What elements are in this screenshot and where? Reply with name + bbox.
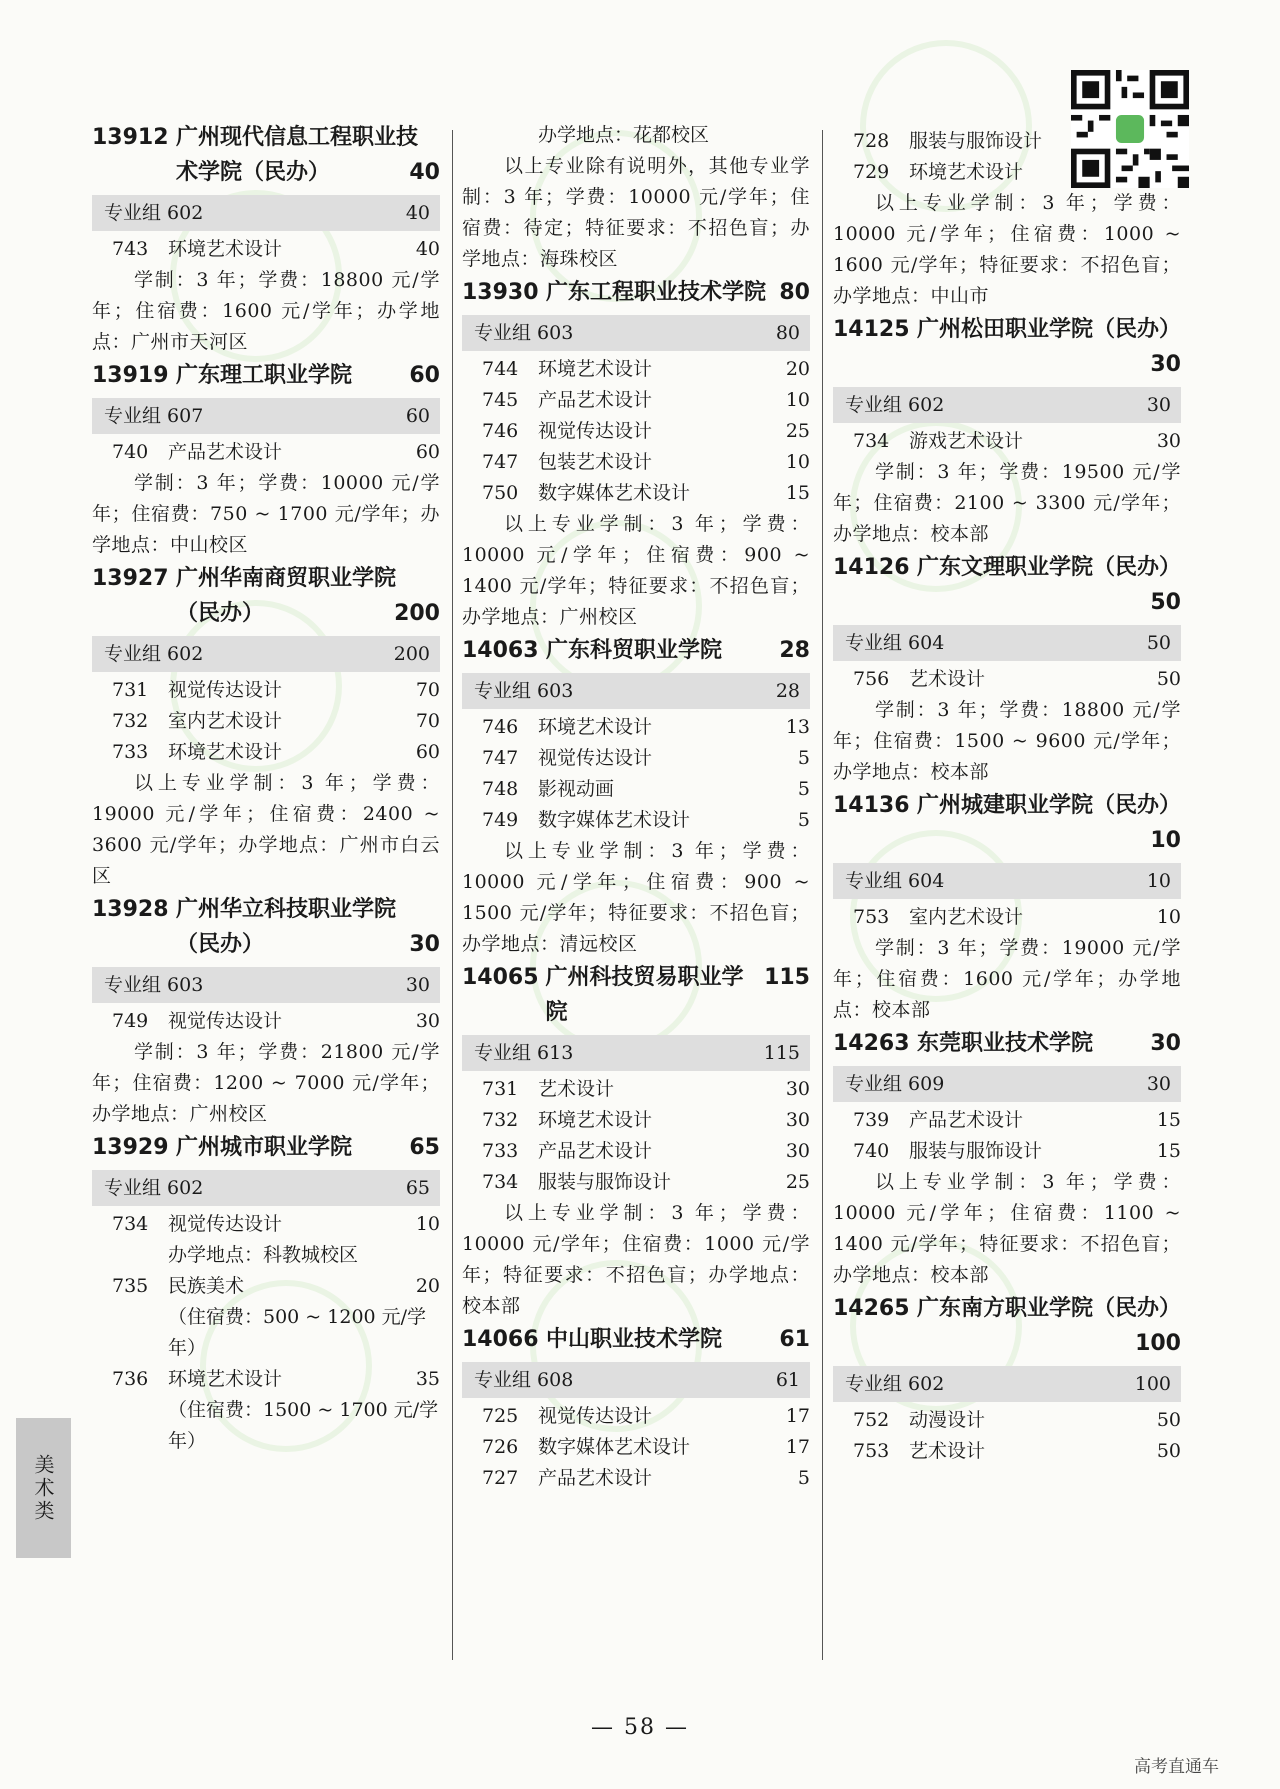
note-text: 学制：3 年；学费：21800 元/学年；住宿费：1200 ~ 7000 元/学年；办学地点：广州校区 — [92, 1041, 440, 1125]
major-quota: 50 — [1156, 668, 1181, 690]
note-text: 以上专业学制：3 年；学费：10000 元/学年；住宿费：900 ~ 1400 元/学年；特征要求：不招色盲；办学地点：广州校区 — [462, 513, 810, 628]
major-code: 746 — [482, 420, 519, 442]
note-text: 以上专业学制：3 年；学费：10000 元/学年；住宿费：1000 ~ 1600 元/学年；特征要求：不招色盲；办学地点：中山市 — [833, 192, 1181, 307]
institution-quota: 200 — [394, 601, 440, 626]
group-header — [92, 636, 440, 672]
note-text: 学制：3 年；学费：19500 元/学年；住宿费：2100 ~ 3300 元/学年；办学地点：校本部 — [833, 461, 1181, 545]
major-code: 749 — [482, 809, 519, 831]
group-label: 专业组 604 — [845, 632, 945, 654]
major-code: 756 — [853, 668, 890, 690]
major-row — [833, 126, 1181, 157]
major-row — [462, 712, 810, 743]
group-header — [833, 625, 1181, 661]
major-name: 视觉传达设计 — [538, 747, 653, 769]
group-header — [833, 1366, 1181, 1402]
institution-header — [92, 561, 440, 596]
major-code: 726 — [482, 1436, 519, 1458]
major-name: 游戏艺术设计 — [909, 430, 1024, 452]
institution-code: 13930 — [462, 280, 539, 305]
institution-quota: 100 — [1135, 1331, 1181, 1356]
major-quota: 10 — [1156, 906, 1181, 928]
major-row — [833, 664, 1181, 695]
major-row — [462, 416, 810, 447]
major-note: （住宿费：500 ~ 1200 元/学 — [168, 1306, 427, 1328]
major-name: 艺术设计 — [538, 1078, 615, 1100]
group-quota: 10 — [1146, 870, 1171, 892]
group-header — [462, 1035, 810, 1071]
major-name: 产品艺术设计 — [538, 1467, 653, 1489]
group-header — [92, 195, 440, 231]
major-quota: 5 — [797, 1467, 810, 1489]
major-row — [92, 675, 440, 706]
major-quota: 10 — [415, 1213, 440, 1235]
major-code: 747 — [482, 451, 519, 473]
institution-code: 14125 — [833, 317, 910, 342]
major-name: 室内艺术设计 — [168, 710, 283, 732]
note-text: 学制：3 年；学费：18800 元/学年；住宿费：1600 元/学年；办学地点：广州市天河区 — [92, 269, 440, 353]
major-code: 732 — [482, 1109, 519, 1131]
institution-header — [833, 1026, 1181, 1061]
major-quota: 13 — [785, 716, 810, 738]
group-label: 专业组 602 — [104, 643, 204, 665]
major-quota: 17 — [785, 1436, 810, 1458]
major-name: 服装与服饰设计 — [909, 1140, 1043, 1162]
institution-quota: 80 — [779, 280, 810, 305]
group-quota: 65 — [405, 1177, 430, 1199]
institution-code: 13919 — [92, 363, 169, 388]
institution-name: 广州华南商贸职业学院 — [176, 566, 397, 591]
major-quota: 30 — [1156, 430, 1181, 452]
major-row — [833, 1405, 1181, 1436]
major-code: 746 — [482, 716, 519, 738]
institution-header — [92, 1130, 440, 1165]
category-tab — [16, 1418, 71, 1558]
institution-name: 广东南方职业学院（民办） — [917, 1296, 1182, 1321]
note-text: 学制：3 年；学费：18800 元/学年；住宿费：1500 ~ 9600 元/学年；办学地点：校本部 — [833, 699, 1181, 783]
major-name: 产品艺术设计 — [168, 441, 283, 463]
institution-name: 广东科贸职业学院 — [546, 638, 723, 663]
major-code: 733 — [112, 741, 149, 763]
institution-quota: 60 — [409, 363, 440, 388]
group-header — [462, 1362, 810, 1398]
institution-name: 广州城市职业学院 — [176, 1135, 353, 1160]
major-row — [833, 1136, 1181, 1167]
major-row — [833, 902, 1181, 933]
major-quota: 25 — [785, 1171, 810, 1193]
institution-header — [92, 892, 440, 927]
institution-name: 广州松田职业学院（民办） — [917, 317, 1182, 342]
major-name: 影视动画 — [538, 778, 615, 800]
major-quota: 17 — [785, 1405, 810, 1427]
group-label: 专业组 609 — [845, 1073, 945, 1095]
major-row — [833, 157, 1181, 188]
major-code: 744 — [482, 358, 519, 380]
note-text: 学制：3 年；学费：10000 元/学年；住宿费：750 ~ 1700 元/学年；办学地点：中山校区 — [92, 472, 440, 556]
major-name: 视觉传达设计 — [538, 420, 653, 442]
major-name: 艺术设计 — [909, 668, 986, 690]
institution-header-cont — [833, 585, 1181, 620]
major-row — [92, 234, 440, 265]
major-name: 环境艺术设计 — [168, 741, 283, 763]
major-quota — [1141, 157, 1181, 188]
major-quota: 70 — [415, 679, 440, 701]
major-row — [462, 478, 810, 509]
major-quota: 15 — [1156, 1109, 1181, 1131]
column-divider — [822, 130, 823, 1660]
group-quota: 60 — [405, 405, 430, 427]
major-row — [92, 1271, 440, 1302]
major-code: 753 — [853, 906, 890, 928]
major-code: 734 — [112, 1213, 149, 1235]
major-row — [462, 743, 810, 774]
group-quota: 28 — [775, 680, 800, 702]
major-quota: 30 — [785, 1140, 810, 1162]
major-quota: 15 — [1156, 1140, 1181, 1162]
group-label: 专业组 602 — [104, 1177, 204, 1199]
major-quota: 10 — [785, 389, 810, 411]
institution-header — [92, 120, 440, 155]
institution-code: 14065 — [462, 965, 539, 990]
institution-code: 13928 — [92, 897, 169, 922]
institution-header — [833, 1291, 1181, 1326]
group-header — [92, 1170, 440, 1206]
institution-header — [833, 550, 1181, 585]
group-label: 专业组 608 — [474, 1369, 574, 1391]
major-code: 731 — [482, 1078, 519, 1100]
major-row — [462, 1136, 810, 1167]
major-code: 745 — [482, 389, 519, 411]
major-name: 环境艺术设计 — [168, 1368, 283, 1390]
group-header — [462, 673, 810, 709]
major-row — [92, 1209, 440, 1240]
major-code: 749 — [112, 1010, 149, 1032]
institution-name: 术学院（民办） — [176, 160, 331, 185]
institution-header-cont — [92, 927, 440, 962]
major-name: 室内艺术设计 — [909, 906, 1024, 928]
institution-header — [462, 633, 810, 668]
major-code: 734 — [482, 1171, 519, 1193]
major-code: 747 — [482, 747, 519, 769]
major-code: 753 — [853, 1440, 890, 1462]
note-text: 以上专业学制：3 年；学费：19000 元/学年；住宿费：2400 ~ 3600 元/学年；办学地点：广州市白云区 — [92, 772, 440, 887]
major-code: 752 — [853, 1409, 890, 1431]
major-note: 办学地点：科教城校区 — [168, 1244, 359, 1266]
footer-brand: 高考直通车 — [1134, 1757, 1219, 1777]
major-quota: 60 — [415, 441, 440, 463]
major-quota: 40 — [415, 238, 440, 260]
major-code: 727 — [482, 1467, 519, 1489]
major-row — [462, 1074, 810, 1105]
major-quota: 25 — [785, 420, 810, 442]
group-label: 专业组 602 — [845, 1373, 945, 1395]
major-code: 729 — [853, 161, 890, 183]
major-code: 750 — [482, 482, 519, 504]
major-name: 视觉传达设计 — [168, 1010, 283, 1032]
major-quota — [1141, 126, 1181, 157]
major-code: 731 — [112, 679, 149, 701]
major-row — [92, 737, 440, 768]
institution-code: 14263 — [833, 1031, 910, 1056]
major-row — [462, 774, 810, 805]
institution-code: 13927 — [92, 566, 169, 591]
major-code: 732 — [112, 710, 149, 732]
major-quota: 20 — [785, 358, 810, 380]
institution-name: （民办） — [176, 932, 265, 957]
group-label: 专业组 603 — [104, 974, 204, 996]
group-label: 专业组 602 — [845, 394, 945, 416]
institution-name: 广州科技贸易职业学院 — [545, 965, 744, 1025]
major-name: 数字媒体艺术设计 — [538, 482, 691, 504]
institution-header-cont — [833, 823, 1181, 858]
category-tab-label: 美术类 — [31, 1453, 55, 1523]
group-header — [92, 398, 440, 434]
major-code: 736 — [112, 1368, 149, 1390]
major-code: 735 — [112, 1275, 149, 1297]
major-name: 环境艺术设计 — [909, 161, 1024, 183]
major-quota: 50 — [1156, 1409, 1181, 1431]
major-name: 环境艺术设计 — [538, 716, 653, 738]
institution-name: 广州城建职业学院（民办） — [917, 793, 1182, 818]
column-2 — [462, 120, 810, 1494]
note-text: 以上专业学制：3 年；学费：10000 元/学年；住宿费：900 ~ 1500 元/学年；特征要求：不招色盲；办学地点：清远校区 — [462, 840, 810, 955]
institution-quota: 10 — [1150, 828, 1181, 853]
institution-header — [92, 358, 440, 393]
major-row — [462, 354, 810, 385]
page-number: — 58 — — [591, 1715, 689, 1740]
institution-header-cont — [833, 347, 1181, 382]
institution-quota: 30 — [1150, 1031, 1181, 1056]
major-row — [833, 1105, 1181, 1136]
major-row — [462, 1432, 810, 1463]
group-label: 专业组 604 — [845, 870, 945, 892]
major-quota: 30 — [415, 1010, 440, 1032]
institution-header — [462, 960, 810, 1030]
institution-header-cont — [92, 596, 440, 631]
major-name: 环境艺术设计 — [538, 1109, 653, 1131]
major-row — [833, 426, 1181, 457]
major-code: 725 — [482, 1405, 519, 1427]
major-name: 环境艺术设计 — [168, 238, 283, 260]
major-quota: 35 — [415, 1368, 440, 1390]
group-quota: 200 — [393, 643, 430, 665]
major-name: 产品艺术设计 — [909, 1109, 1024, 1131]
institution-header-cont — [833, 1326, 1181, 1361]
group-label: 专业组 603 — [474, 680, 574, 702]
major-code: 728 — [853, 130, 890, 152]
major-note: （住宿费：1500 ~ 1700 元/学 — [168, 1399, 439, 1421]
major-name: 民族美术 — [168, 1275, 245, 1297]
institution-code: 14136 — [833, 793, 910, 818]
major-name: 服装与服饰设计 — [909, 130, 1043, 152]
major-name: 服装与服饰设计 — [538, 1171, 672, 1193]
note-text: 以上专业学制：3 年；学费：10000 元/学年；住宿费：1000 元/学年；特征要求：不招色盲；办学地点：校本部 — [462, 1202, 810, 1317]
institution-code: 13929 — [92, 1135, 169, 1160]
group-quota: 115 — [763, 1042, 800, 1064]
group-label: 专业组 607 — [104, 405, 204, 427]
group-header — [833, 1066, 1181, 1102]
institution-name: 广州现代信息工程职业技 — [176, 125, 419, 150]
institution-header-cont — [92, 155, 440, 190]
major-quota: 5 — [797, 809, 810, 831]
major-quota: 30 — [785, 1109, 810, 1131]
institution-name: 中山职业技术学院 — [546, 1327, 723, 1352]
major-note: 办学地点：花都校区 — [538, 124, 710, 146]
group-header — [833, 863, 1181, 899]
major-row — [462, 447, 810, 478]
major-quota: 70 — [415, 710, 440, 732]
group-quota: 50 — [1146, 632, 1171, 654]
major-row — [92, 437, 440, 468]
major-note: 年） — [168, 1430, 207, 1452]
major-code: 734 — [853, 430, 890, 452]
major-quota: 60 — [415, 741, 440, 763]
major-name: 产品艺术设计 — [538, 1140, 653, 1162]
note-text: 以上专业除有说明外，其他专业学制：3 年；学费：10000 元/学年；住宿费：待定；特征要求：不招色盲；办学地点：海珠校区 — [462, 155, 810, 270]
major-name: 包装艺术设计 — [538, 451, 653, 473]
group-quota: 40 — [405, 202, 430, 224]
institution-header — [833, 312, 1181, 347]
institution-code: 14126 — [833, 555, 910, 580]
institution-header — [462, 1322, 810, 1357]
institution-header — [833, 788, 1181, 823]
note-text: 以上专业学制：3 年；学费：10000 元/学年；住宿费：1100 ~ 1400 元/学年；特征要求：不招色盲；办学地点：校本部 — [833, 1171, 1181, 1286]
major-name: 数字媒体艺术设计 — [538, 809, 691, 831]
major-row — [92, 706, 440, 737]
institution-name: 东莞职业技术学院 — [917, 1031, 1094, 1056]
group-header — [92, 967, 440, 1003]
group-header — [462, 315, 810, 351]
major-quota: 5 — [797, 747, 810, 769]
group-quota: 61 — [775, 1369, 800, 1391]
group-header — [833, 387, 1181, 423]
major-code: 748 — [482, 778, 519, 800]
institution-name: 广州华立科技职业学院 — [176, 897, 397, 922]
institution-code: 14066 — [462, 1327, 539, 1352]
group-quota: 80 — [775, 322, 800, 344]
major-name: 产品艺术设计 — [538, 389, 653, 411]
major-quota: 30 — [785, 1078, 810, 1100]
institution-quota: 30 — [409, 932, 440, 957]
column-3 — [833, 126, 1181, 1467]
note-text: 学制：3 年；学费：19000 元/学年；住宿费：1600 元/学年；办学地点：校本部 — [833, 937, 1181, 1021]
major-quota: 15 — [785, 482, 810, 504]
major-name: 环境艺术设计 — [538, 358, 653, 380]
institution-name: 广东文理职业学院（民办） — [917, 555, 1182, 580]
major-row — [462, 1105, 810, 1136]
institution-name: 广东工程职业技术学院 — [546, 280, 767, 305]
institution-quota: 61 — [779, 1327, 810, 1352]
major-name: 数字媒体艺术设计 — [538, 1436, 691, 1458]
major-note: 年） — [168, 1337, 207, 1359]
group-label: 专业组 613 — [474, 1042, 574, 1064]
major-row — [462, 1463, 810, 1494]
institution-quota: 40 — [409, 160, 440, 185]
institution-code: 13912 — [92, 125, 169, 150]
major-row — [462, 805, 810, 836]
major-name: 艺术设计 — [909, 1440, 986, 1462]
major-name: 视觉传达设计 — [538, 1405, 653, 1427]
institution-header — [462, 275, 810, 310]
institution-code: 14063 — [462, 638, 539, 663]
major-code: 740 — [853, 1140, 890, 1162]
group-quota: 30 — [1146, 1073, 1171, 1095]
major-quota: 5 — [797, 778, 810, 800]
column-1 — [92, 120, 440, 1457]
major-row — [462, 1401, 810, 1432]
major-quota: 50 — [1156, 1440, 1181, 1462]
major-quota: 20 — [415, 1275, 440, 1297]
major-name: 视觉传达设计 — [168, 1213, 283, 1235]
institution-quota: 115 — [764, 965, 810, 990]
major-code: 733 — [482, 1140, 519, 1162]
group-quota: 100 — [1134, 1373, 1171, 1395]
major-code: 739 — [853, 1109, 890, 1131]
institution-quota: 50 — [1150, 590, 1181, 615]
major-name: 动漫设计 — [909, 1409, 986, 1431]
major-quota: 10 — [785, 451, 810, 473]
institution-name: （民办） — [176, 601, 265, 626]
major-code: 743 — [112, 238, 149, 260]
institution-quota: 30 — [1150, 352, 1181, 377]
major-row — [92, 1364, 440, 1395]
column-divider — [452, 130, 453, 1660]
major-name: 视觉传达设计 — [168, 679, 283, 701]
major-row — [92, 1006, 440, 1037]
group-label: 专业组 603 — [474, 322, 574, 344]
major-row — [833, 1436, 1181, 1467]
institution-name: 广东理工职业学院 — [176, 363, 353, 388]
group-label: 专业组 602 — [104, 202, 204, 224]
institution-quota: 28 — [779, 638, 810, 663]
group-quota: 30 — [405, 974, 430, 996]
major-row — [462, 1167, 810, 1198]
institution-quota: 65 — [409, 1135, 440, 1160]
major-row — [462, 385, 810, 416]
group-quota: 30 — [1146, 394, 1171, 416]
major-code: 740 — [112, 441, 149, 463]
institution-code: 14265 — [833, 1296, 910, 1321]
